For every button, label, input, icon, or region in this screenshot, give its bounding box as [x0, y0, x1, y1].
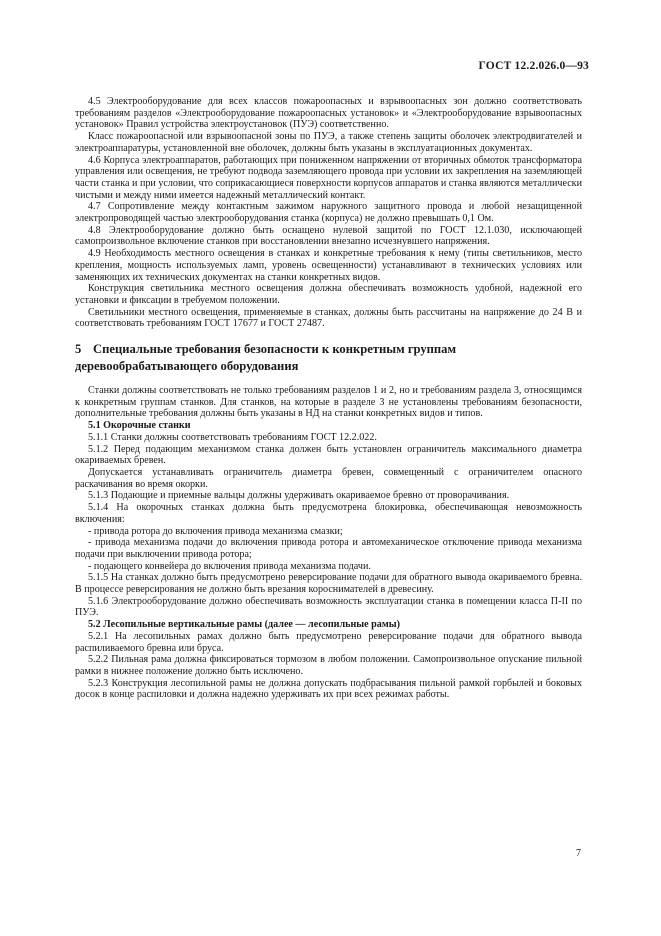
section-5-intro: Станки должны соответствовать не только требованиям разделов 1 и 2, но и требованиям раздела 3, относящимся к конкретным группам станков. Для станков, на которые в разделе 3 не установлены требованиям безопасности, дополнительные требования должны быть указаны в НД на станки конкретных видов и типов. — [75, 385, 582, 420]
paragraph-5-1-3: 5.1.3 Подающие и приемные вальцы должны удерживать окариваемое бревно от проворачивания. — [88, 490, 510, 502]
paragraph-4-5: 4.5 Электрооборудование для всех классов пожароопасных и взрывоопасных зон должно соответствовать требованиям разделов «Электрооборудование пожароопасных установок» и «Электрооборудование взрывоопасных установок» Правил устройства электроустановок (ПУЭ) соответственно. — [75, 96, 582, 131]
subsection-5-1-heading: 5.1 Окорочные станки — [88, 420, 191, 432]
list-item-feed-conveyor: - подающего конвейера до включения привода механизма подачи. — [88, 560, 371, 572]
section-5-number: 5 — [75, 342, 82, 357]
paragraph-5-1-6: 5.1.6 Электрооборудование должно обеспечивать возможность эксплуатации станка в помещении класса П-II по ПУЭ. — [75, 595, 582, 619]
page-number: 7 — [576, 848, 581, 859]
list-item-rotor-drive: - привода ротора до включения привода механизма смазки; — [88, 525, 343, 537]
paragraph-5-1-2: 5.1.2 Перед подающим механизмом станка должен быть установлен ограничитель максимального диаметра окариваемых бревен. — [75, 443, 582, 467]
paragraph-4-6: 4.6 Корпуса электроаппаратов, работающих при пониженном напряжении от вторичных обмоток трансформатора управления или освещения, не требуют подвода заземляющего провода при условии их закрепления на заземляющей части станка и при условии, что соприкасающиеся поверхности корпусов аппаратов и станка являются металлически чистыми и между ними имеется надежный металлический контакт. — [75, 154, 582, 201]
document-body — [75, 96, 582, 701]
paragraph-5-2-1: 5.2.1 На лесопильных рамах должно быть предусмотрено реверсирование подачи для обратного вывода распиливаемого бревна или бруса. — [75, 630, 582, 654]
paragraph-4-7: 4.7 Сопротивление между контактным зажимом наружного защитного провода и любой незащищенной электропроводящей частью электрооборудования станка (корпуса) не должно превышать 0,1 Ом. — [75, 201, 582, 225]
section-5-heading — [75, 341, 582, 375]
paragraph-5-1-4: 5.1.4 На окорочных станках должна быть предусмотрена блокировка, обеспечивающая невозможность включения: — [75, 502, 582, 525]
paragraph-4-9: 4.9 Необходимость местного освещения в станках и конкретные требования к нему (типы светильников, место крепления, мощность используемых ламп, уровень освещенности) устанавливают в технических условиях или заменяющих их технических документах на станки конкретных видов. — [75, 248, 582, 283]
paragraph-5-1-5: 5.1.5 На станках должно быть предусмотрено реверсирование подачи для обратного вывода окариваемого бревна. В процессе реверсирования не должно быть врезания короснимателей в древесину. — [75, 572, 582, 596]
subsection-5-2-heading: 5.2 Лесопильные вертикальные рамы (далее — лесопильные рамы) — [88, 619, 400, 631]
paragraph-zone-class: Класс пожароопасной или взрывоопасной зоны по ПУЭ, а также степень защиты оболочек электродвигателей и электроаппаратуры, установленной вне оболочек, должны быть указаны в эксплуатационных документах. — [75, 131, 582, 154]
paragraph-5-1-1: 5.1.1 Станки должны соответствовать требованиям ГОСТ 12.2.022. — [88, 431, 377, 443]
paragraph-limiter-combined: Допускается устанавливать ограничитель диаметра бревен, совмещенный с ограничителем опасного раскачивания во время окорки. — [75, 466, 582, 490]
section-5-title: Специальные требования безопасности к конкретным группам деревообрабатывающего оборудования — [75, 342, 457, 374]
paragraph-5-2-2: 5.2.2 Пильная рама должна фиксироваться тормозом в любом положении. Самопроизвольное опускание пильной рамки в нижнее положение должно быть исключено. — [75, 654, 582, 677]
paragraph-lamp-voltage: Светильники местного освещения, применяемые в станках, должны быть рассчитаны на напряжение до 24 В и соответствовать требованиям ГОСТ 17677 и ГОСТ 27487. — [75, 306, 582, 330]
paragraph-5-2-3: 5.2.3 Конструкция лесопильной рамы не должна допускать подбрасывания пильной рамкой горбылей и боковых досок в конце распиловки и должна надежно удерживать их при всех режимах работы. — [75, 677, 582, 701]
list-item-feed-drive: - привода механизма подачи до включения привода ротора и автомеханическое отключение привода механизма подачи при выключении привода ротора; — [75, 537, 582, 560]
paragraph-lamp-design: Конструкция светильника местного освещения должна обеспечивать возможность удобной, надежной его установки и фиксации в требуемом положении. — [75, 283, 582, 306]
document-code-header: ГОСТ 12.2.026.0—93 — [478, 60, 589, 72]
paragraph-4-8: 4.8 Электрооборудование должно быть оснащено нулевой защитой по ГОСТ 12.1.030, исключающей самопроизвольное включение станков при восстановлении внезапно исчезнувшего напряжения. — [75, 224, 582, 248]
